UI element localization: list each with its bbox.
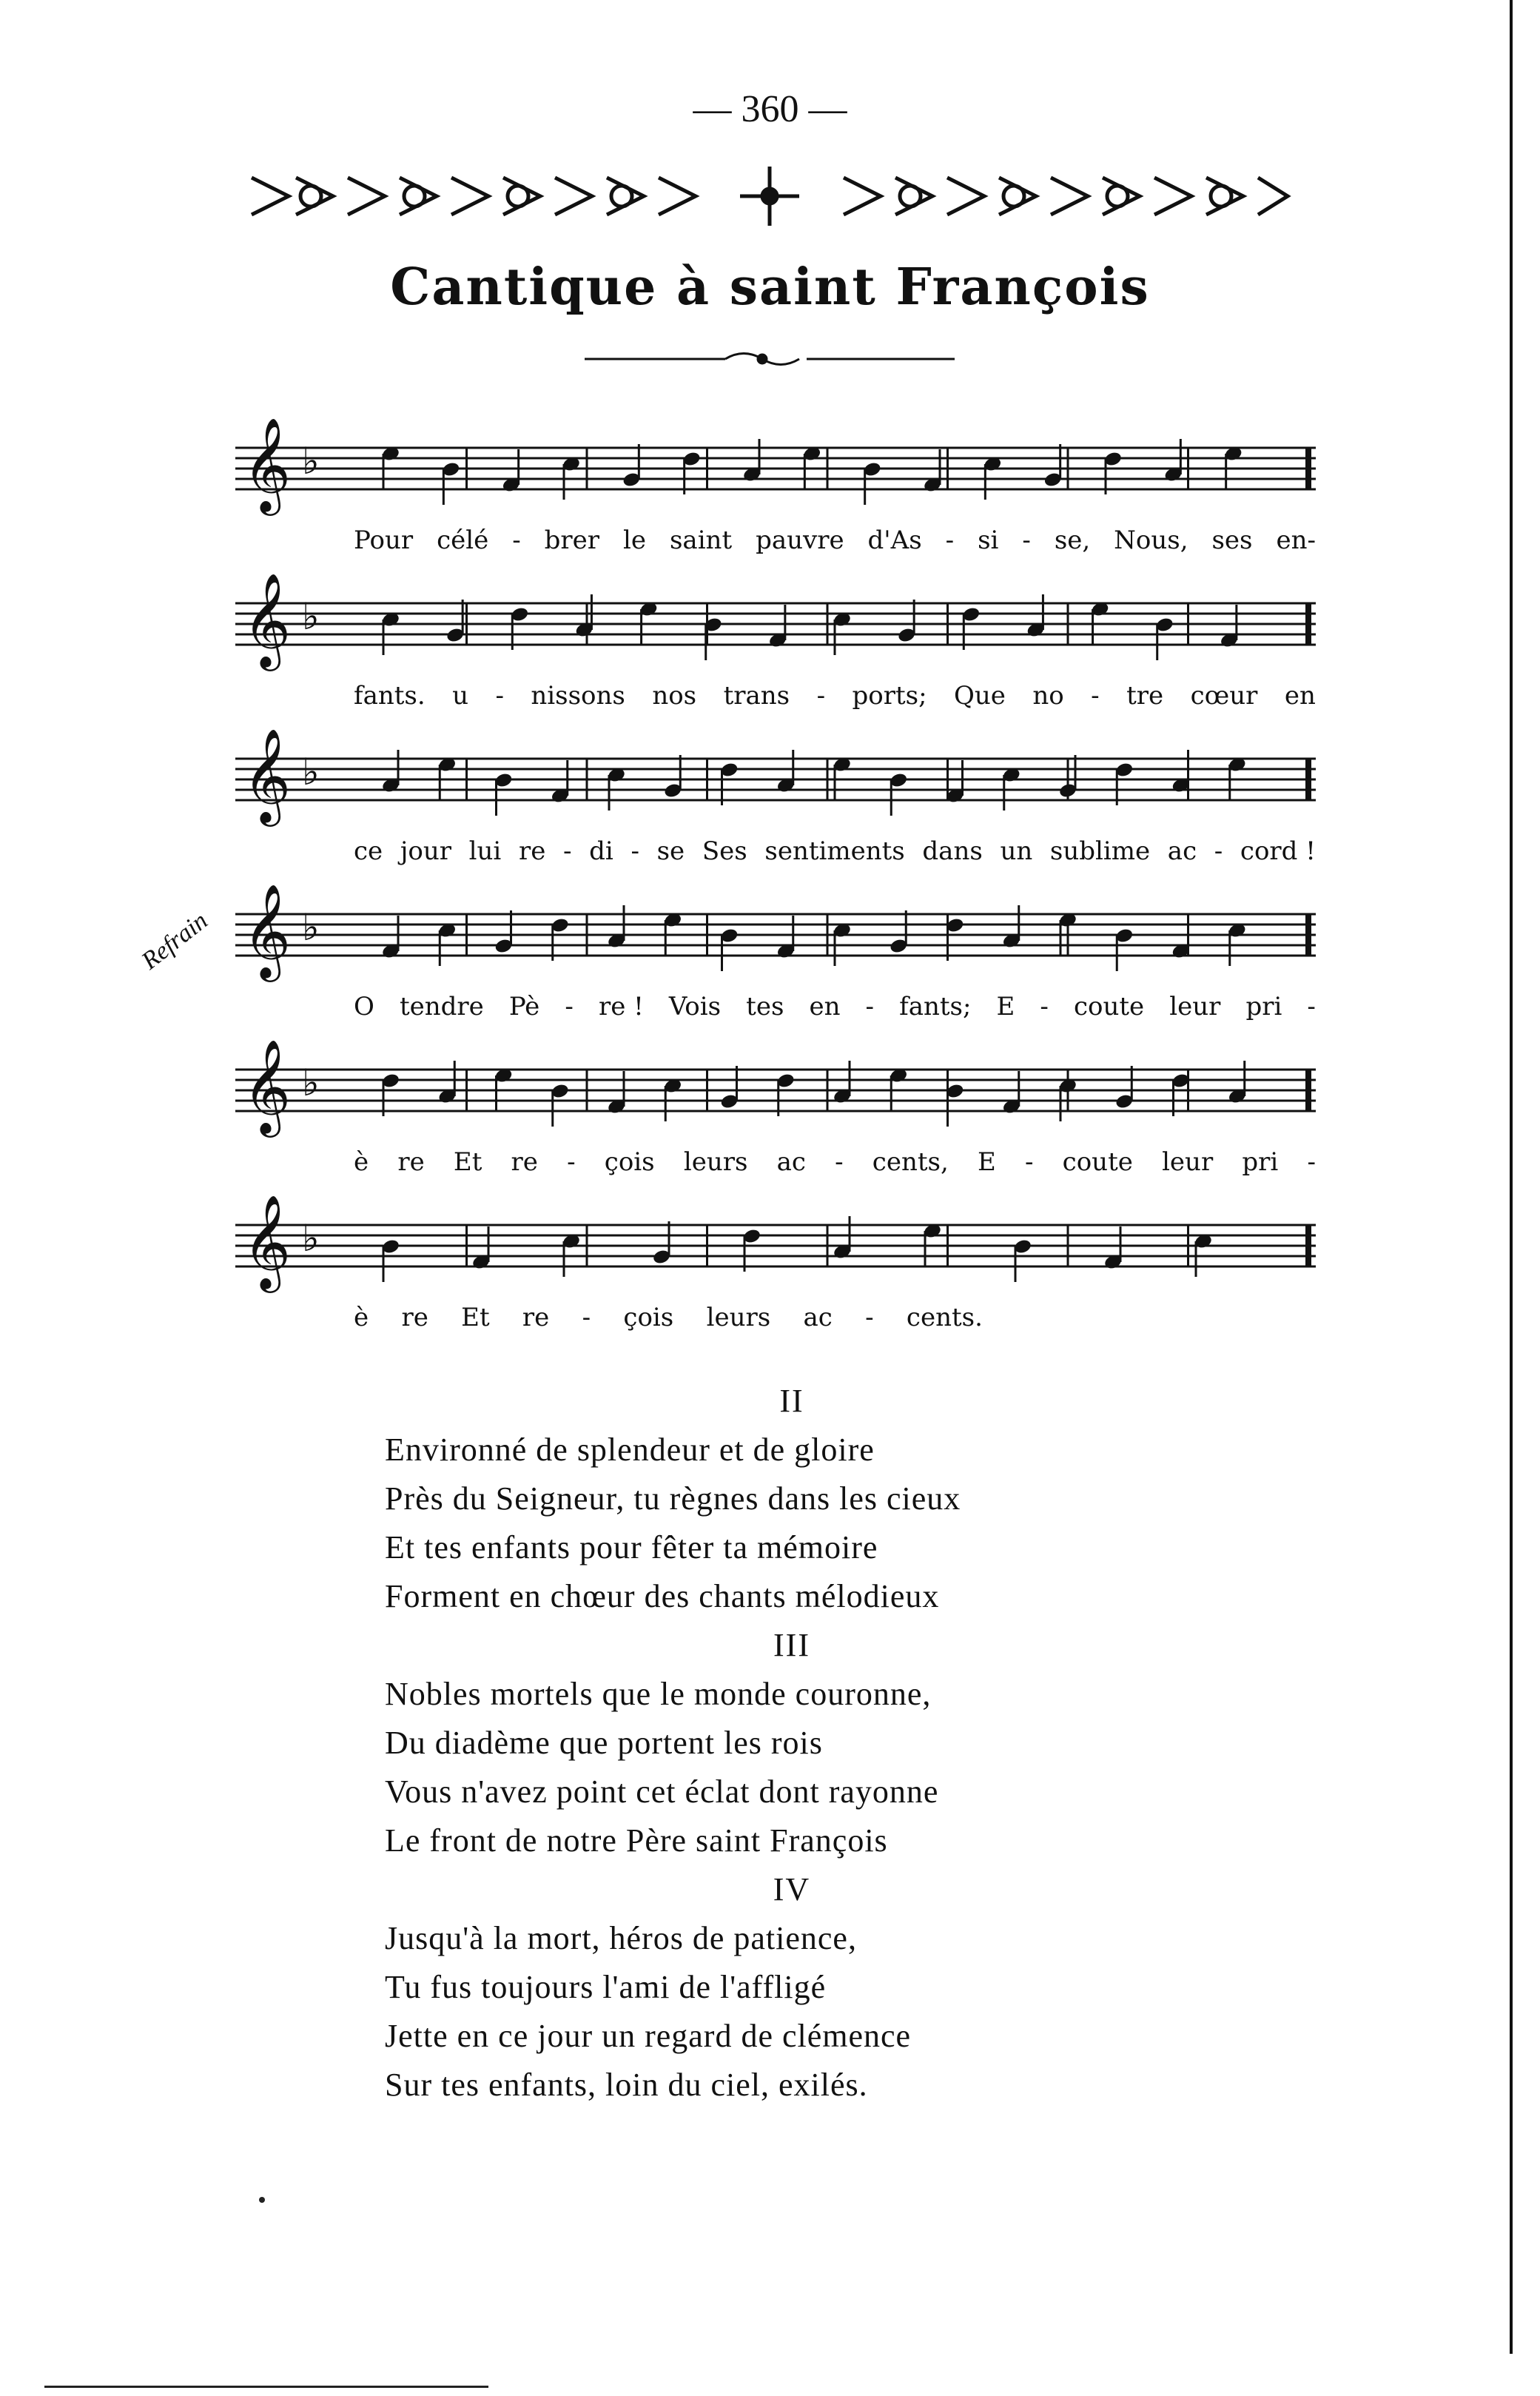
verse-line: Et tes enfants pour fêter ta mémoire [385, 1529, 878, 1566]
lyric-syllable: - [565, 992, 574, 1021]
flat-icon: ♭ [302, 1061, 320, 1104]
lyric-syllable: jour [400, 836, 451, 866]
lyric-syllable: Et [461, 1303, 490, 1332]
lyric-syllable: re [522, 1303, 550, 1332]
verse-line: Nobles mortels que le monde couronne, [385, 1676, 932, 1712]
lyric-syllable: - [582, 1303, 591, 1332]
lyric-syllable: sentiments [764, 836, 905, 866]
lyric-syllable: re [518, 836, 546, 866]
page-edge-line [1510, 0, 1513, 2354]
lyric-syllable: fants; [899, 992, 972, 1021]
music-system [198, 415, 1331, 563]
lyric-syllable: cord ! [1240, 836, 1316, 866]
verse-line: Forment en chœur des chants mélodieux [385, 1578, 940, 1614]
lyric-syllable: çois [623, 1303, 674, 1332]
treble-clef-icon: 𝄞 [243, 1038, 292, 1133]
lyric-syllable: - [512, 526, 521, 555]
lyrics-line [354, 1303, 983, 1332]
lyric-syllable: E [996, 992, 1015, 1021]
music-staff [221, 1192, 1331, 1295]
lyric-syllable: - [865, 1303, 874, 1332]
lyric-syllable: leurs [683, 1147, 748, 1177]
music-staff [221, 570, 1331, 674]
lyric-syllable: - [945, 526, 955, 555]
verse-line: Du diadème que portent les rois [385, 1725, 823, 1761]
music-staff [221, 725, 1331, 829]
verse-line: Vous n'avez point cet éclat dont rayonne [385, 1773, 939, 1810]
ornamental-border [244, 155, 1295, 237]
lyric-syllable: Pè [508, 992, 540, 1021]
verse-number: III [773, 1627, 810, 1663]
lyric-syllable: saint [669, 526, 733, 555]
refrain-label: Refrain [136, 907, 213, 976]
lyric-syllable: - [835, 1147, 844, 1177]
title-divider [585, 348, 955, 370]
bottom-rule [44, 2386, 488, 2388]
lyric-syllable: - [1024, 1147, 1034, 1177]
verse-line: Sur tes enfants, loin du ciel, exilés. [385, 2067, 868, 2103]
lyrics-line [354, 992, 1316, 1021]
page-dot [259, 2197, 265, 2203]
lyric-syllable: trans [723, 681, 790, 711]
lyric-syllable: - [563, 836, 572, 866]
verse-line: Jette en ce jour un regard de clémence [385, 2018, 912, 2054]
lyric-syllable: çois [604, 1147, 655, 1177]
lyric-syllable: cents, [872, 1147, 949, 1177]
lyric-syllable: ac [776, 1147, 806, 1177]
lyric-syllable: pri [1245, 992, 1282, 1021]
lyric-syllable: di [589, 836, 613, 866]
lyric-syllable: ce [354, 836, 383, 866]
lyric-syllable: re [401, 1303, 428, 1332]
music-system [198, 1036, 1331, 1184]
lyric-syllable: - [1040, 992, 1049, 1021]
page-number: — 360 — [693, 88, 847, 130]
page-title: Cantique à saint François [390, 258, 1150, 317]
lyric-syllable: coute [1073, 992, 1145, 1021]
lyric-syllable: leurs [706, 1303, 771, 1332]
flat-icon: ♭ [302, 595, 320, 638]
lyric-syllable: - [567, 1147, 576, 1177]
lyric-syllable: tre [1126, 681, 1164, 711]
lyric-syllable: cœur [1190, 681, 1258, 711]
lyric-syllable: - [1022, 526, 1031, 555]
lyric-syllable: - [1091, 681, 1100, 711]
lyric-syllable: le [623, 526, 647, 555]
verse-line: Jusqu'à la mort, héros de patience, [385, 1920, 857, 1956]
lyric-syllable: dans [922, 836, 983, 866]
verse-line: Tu fus toujours l'ami de l'affligé [385, 1969, 827, 2005]
lyric-syllable: tes [746, 992, 784, 1021]
verse-line: Le front de notre Père saint François [385, 1822, 888, 1859]
flat-icon: ♭ [302, 1217, 320, 1260]
lyric-syllable: Pour [354, 526, 414, 555]
verse-line: Près du Seigneur, tu règnes dans les cieux [385, 1480, 961, 1517]
treble-clef-icon: 𝄞 [243, 1194, 292, 1289]
lyric-syllable: Et [453, 1147, 482, 1177]
lyric-syllable: - [1214, 836, 1223, 866]
lyric-syllable: è [354, 1147, 369, 1177]
lyric-syllable: re ! [598, 992, 644, 1021]
verses-section [385, 1377, 1199, 2110]
verse-number: IV [773, 1871, 811, 1907]
lyrics-line [354, 836, 1316, 866]
lyric-syllable: ports; [852, 681, 927, 711]
lyric-syllable: E [977, 1147, 996, 1177]
lyric-syllable: leur [1162, 1147, 1214, 1177]
lyric-syllable: - [1307, 992, 1316, 1021]
flat-icon: ♭ [302, 440, 320, 483]
lyric-syllable: un [1000, 836, 1033, 866]
lyric-syllable: d'As [867, 526, 922, 555]
lyric-syllable: nos [652, 681, 697, 711]
verse-number: II [779, 1383, 804, 1419]
lyric-syllable: pauvre [756, 526, 844, 555]
lyric-syllable: ses [1211, 526, 1253, 555]
lyric-syllable: - [631, 836, 639, 866]
lyric-syllable: fants. [354, 681, 426, 711]
lyric-syllable: - [495, 681, 504, 711]
lyric-syllable: en [1284, 681, 1316, 711]
lyric-syllable: sublime [1049, 836, 1151, 866]
lyric-syllable: en [809, 992, 841, 1021]
treble-clef-icon: 𝄞 [243, 417, 292, 511]
music-system [198, 881, 1331, 1029]
lyric-syllable: Que [954, 681, 1006, 711]
lyric-syllable: re [511, 1147, 538, 1177]
lyrics-line [354, 681, 1316, 711]
lyric-syllable: tendre [399, 992, 484, 1021]
verse-line: Environné de splendeur et de gloire [385, 1432, 875, 1468]
lyric-syllable: nissons [531, 681, 625, 711]
music-system [198, 1192, 1331, 1340]
flat-icon: ♭ [302, 751, 320, 793]
lyric-syllable: re [397, 1147, 425, 1177]
music-system [198, 725, 1331, 873]
lyric-syllable: - [865, 992, 875, 1021]
lyric-syllable: se, [1054, 526, 1091, 555]
lyric-syllable: - [1307, 1147, 1316, 1177]
treble-clef-icon: 𝄞 [243, 728, 292, 822]
lyric-syllable: è [354, 1303, 369, 1332]
music-system [198, 570, 1331, 718]
lyric-syllable: brer [544, 526, 600, 555]
lyric-syllable: cents. [906, 1303, 983, 1332]
lyric-syllable: leur [1169, 992, 1221, 1021]
music-staff [221, 1036, 1331, 1140]
lyric-syllable: coute [1062, 1147, 1133, 1177]
lyric-syllable: en- [1276, 526, 1316, 555]
sheet-music [136, 415, 1331, 1377]
music-staff [221, 881, 1331, 984]
lyric-syllable: - [816, 681, 826, 711]
flat-icon: ♭ [302, 906, 320, 949]
lyric-syllable: célé [437, 526, 489, 555]
music-staff [221, 415, 1331, 518]
lyric-syllable: si [978, 526, 999, 555]
lyrics-line [354, 526, 1316, 555]
lyric-syllable: Nous, [1114, 526, 1188, 555]
lyrics-line [354, 1147, 1316, 1177]
lyric-syllable: lui [468, 836, 502, 866]
lyric-syllable: ac [1167, 836, 1197, 866]
lyric-syllable: Ses [702, 836, 747, 866]
lyric-syllable: u [452, 681, 469, 711]
treble-clef-icon: 𝄞 [243, 883, 292, 978]
lyric-syllable: pri [1242, 1147, 1279, 1177]
lyric-syllable: Vois [668, 992, 722, 1021]
treble-clef-icon: 𝄞 [243, 572, 292, 667]
lyric-syllable: no [1032, 681, 1064, 711]
lyric-syllable: O [354, 992, 374, 1021]
lyric-syllable: ac [803, 1303, 833, 1332]
lyric-syllable: se [656, 836, 685, 866]
